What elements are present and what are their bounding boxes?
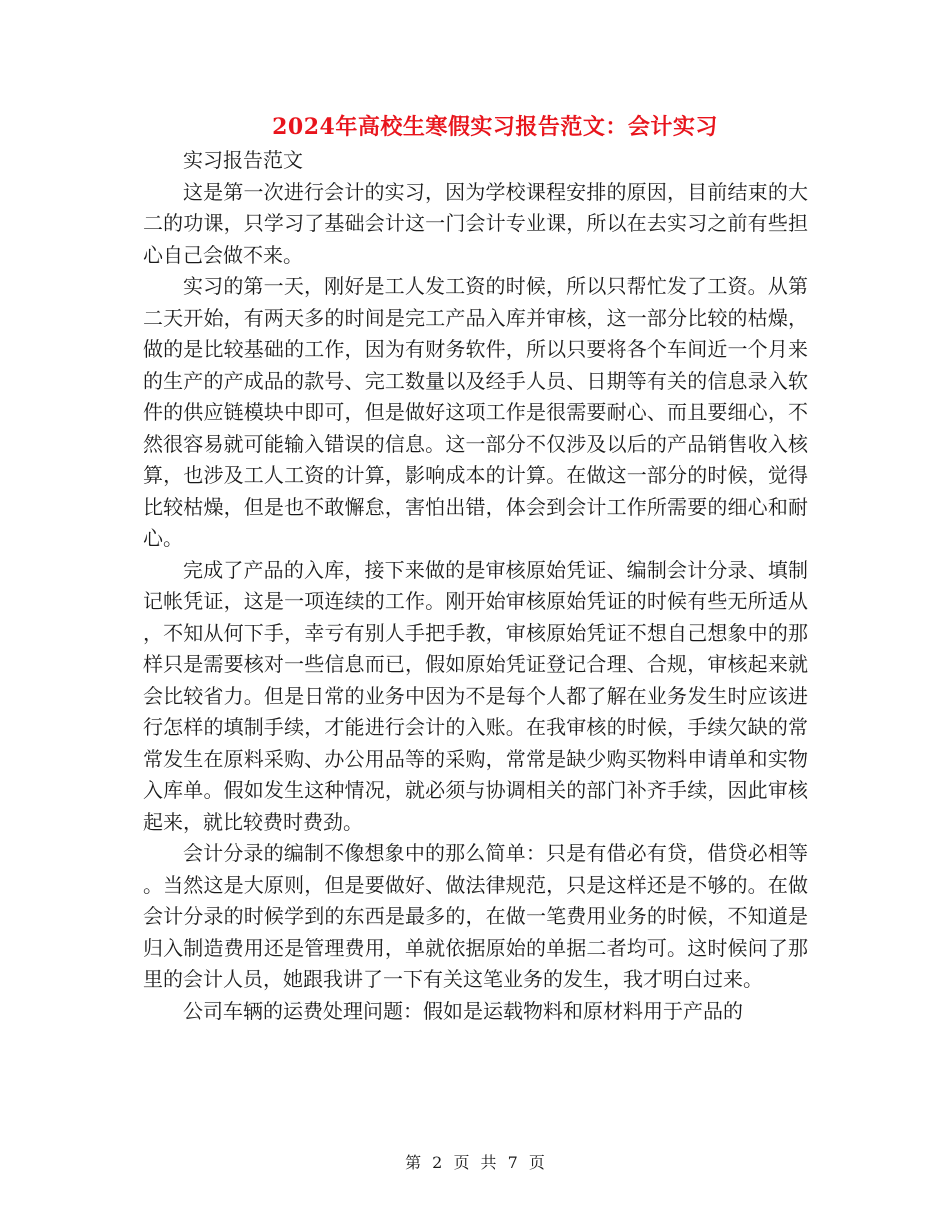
page-footer: 第 2 页 共 7 页 <box>405 1153 545 1172</box>
document-title-text: 2024年高校生寒假实习报告范文：会计实习 <box>272 114 718 140</box>
document-body <box>143 145 808 1027</box>
paragraph: 完成了产品的入库，接下来做的是审核原始凭证、编制会计分录、填制记帐凭证，这是一项连续的工作。刚开始审核原始凭证的时候有些无所适从，不知从何下手，幸亏有别人手把手教，审核原始凭证不想自己想象中的那样只是需要核对一些信息而已，假如原始凭证登记合理、合规，审核起来就会比较省力。但是日常的业务中因为不是每个人都了解在业务发生时应该进行怎样的填制手续，才能进行会计的入账。在我审核的时候，手续欠缺的常常发生在原料采购、办公用品等的采购，常常是缺少购买物料申请单和实物入库单。假如发生这种情况，就必须与协调相关的部门补齐手续，因此审核起来，就比较费时费劲。 <box>143 557 808 834</box>
paragraph: 公司车辆的运费处理问题：假如是运载物料和原材料用于产品的 <box>183 998 743 1023</box>
paragraph-subtitle: 实习报告范文 <box>183 148 303 172</box>
paragraph: 这是第一次进行会计的实习，因为学校课程安排的原因，目前结束的大二的功课，只学习了基础会计这一门会计专业课，所以在去实习之前有些担心自己会做不来。 <box>143 179 808 267</box>
paragraph: 实习的第一天，刚好是工人发工资的时候，所以只帮忙发了工资。从第二天开始，有两天多的时间是完工产品入库并审核，这一部分比较的枯燥，做的是比较基础的工作，因为有财务软件，所以只要将各个车间近一个月来的生产的产成品的款号、完工数量以及经手人员、日期等有关的信息录入软件的供应链模块中即可，但是做好这项工作是很需要耐心、而且要细心，不然很容易就可能输入错误的信息。这一部分不仅涉及以后的产品销售收入核算，也涉及工人工资的计算，影响成本的计算。在做这一部分的时候，觉得比较枯燥，但是也不敢懈怠，害怕出错，体会到会计工作所需要的细心和耐心。 <box>143 274 808 550</box>
paragraph: 会计分录的编制不像想象中的那么简单：只是有借必有贷，借贷必相等。当然这是大原则，但是要做好、做法律规范，只是这样还是不够的。在做会计分录的时候学到的东西是最多的，在做一笔费用业务的时候，不知道是归入制造费用还是管理费用，单就依据原始的单据二者均可。这时候问了那里的会计人员，她跟我讲了一下有关这笔业务的发生，我才明白过来。 <box>143 841 808 991</box>
document-title <box>0 112 950 142</box>
